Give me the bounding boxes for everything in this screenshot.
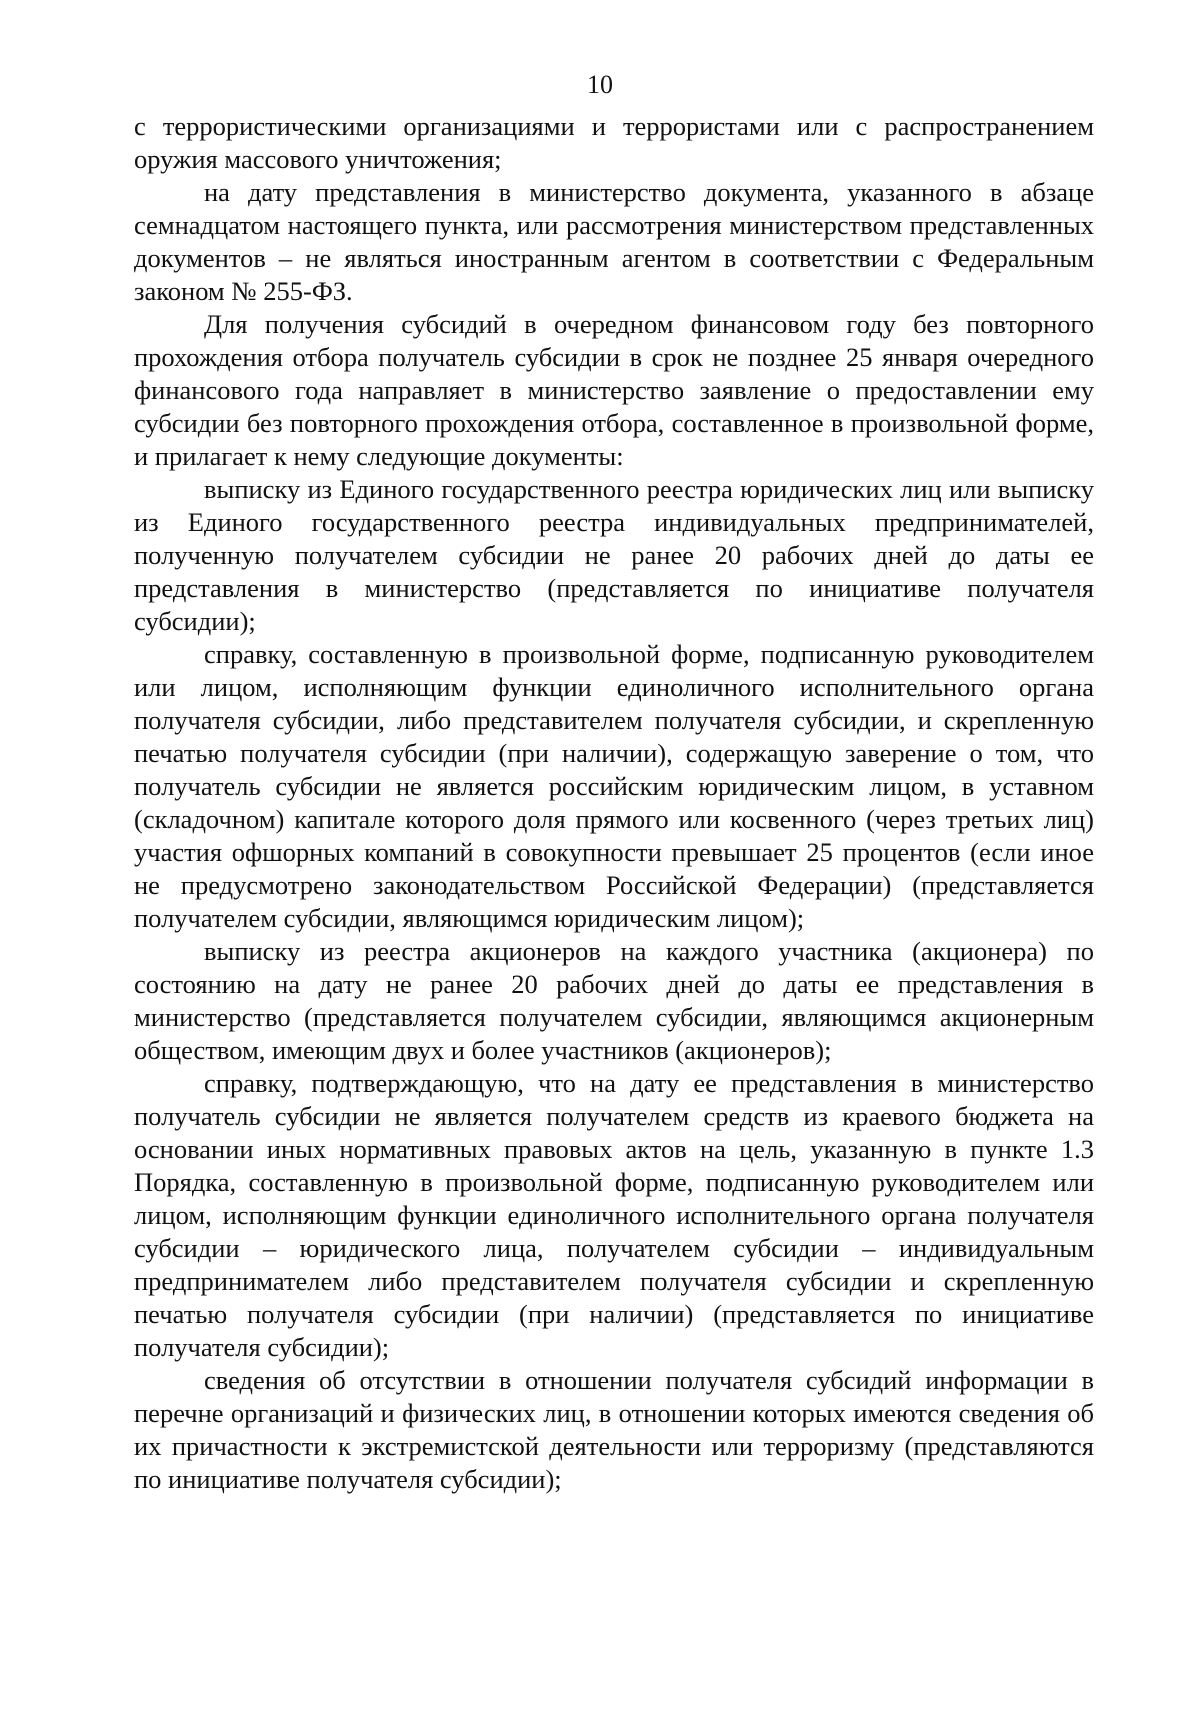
page-number: 10 [587,70,613,99]
paragraph-budget-certificate: справку, подтверждающую, что на дату ее представления в министерство получатель субсидии не является получателем средств из краевого бюджета на основании иных нормативных правовых актов на цель, указанную в пункте 1.3 Порядка, составленную в произвольной форме, подписанную руководителем или лицом, исполняющим функции единоличного исполнительного органа получателя субсидии – юридического лица, получателем субсидии – индивидуальным предпринимателем либо представителем получателя субсидии и скрепленную печатью получателя субсидии (при наличии) (представляется по инициативе получателя субсидии); [134,1068,1094,1362]
paragraph-extremism-info: сведения об отсутствии в отношении получателя субсидий информации в перечне организаций и физических лиц, в отношении которых имеются сведения об их причастности к экстремистской деятельности или терроризму (представляются по инициативе получателя субсидии); [134,1365,1094,1494]
paragraph-subsidy-application: Для получения субсидий в очередном финансовом году без повторного прохождения отбора получатель субсидии в срок не позднее 25 января очередного финансового года направляет в министерство заявление о предоставлении ему субсидии без повторного прохождения отбора, составленное в произвольной форме, и прилагает к нему следующие документы: [134,309,1094,471]
paragraph-continuation: с террористическими организациями и террористами или с распространением оружия массового уничтожения; [134,111,1094,174]
paragraph-registry-extract: выписку из Единого государственного реестра юридических лиц или выписку из Единого государственного реестра индивидуальных предпринимателей, полученную получателем субсидии не ранее 20 рабочих дней до даты ее представления в министерство (представляется по инициативе получателя субсидии); [134,474,1094,636]
paragraph-offshore-certificate: справку, составленную в произвольной форме, подписанную руководителем или лицом, исполняющим функции единоличного исполнительного органа получателя субсидии, либо представителем получателя субсидии, и скрепленную печатью получателя субсидии (при наличии), содержащую заверение о том, что получатель субсидии не является российским юридическим лицом, в уставном (складочном) капитале которого доля прямого или косвенного (через третьих лиц) участия офшорных компаний в совокупности превышает 25 процентов (если иное не предусмотрено законодательством Российской Федерации) (представляется получателем субсидии, являющимся юридическим лицом); [134,639,1094,933]
document-body [134,110,1094,1496]
paragraph-foreign-agent: на дату представления в министерство документа, указанного в абзаце семнадцатом настоящего пункта, или рассмотрения министерством представленных документов – не являться иностранным агентом в соответствии с Федеральным законом № 255-ФЗ. [134,177,1094,306]
paragraph-shareholders-extract: выписку из реестра акционеров на каждого участника (акционера) по состоянию на дату не ранее 20 рабочих дней до даты ее представления в министерство (представляется получателем субсидии, являющимся акционерным обществом, имеющим двух и более участников (акционеров); [134,936,1094,1065]
